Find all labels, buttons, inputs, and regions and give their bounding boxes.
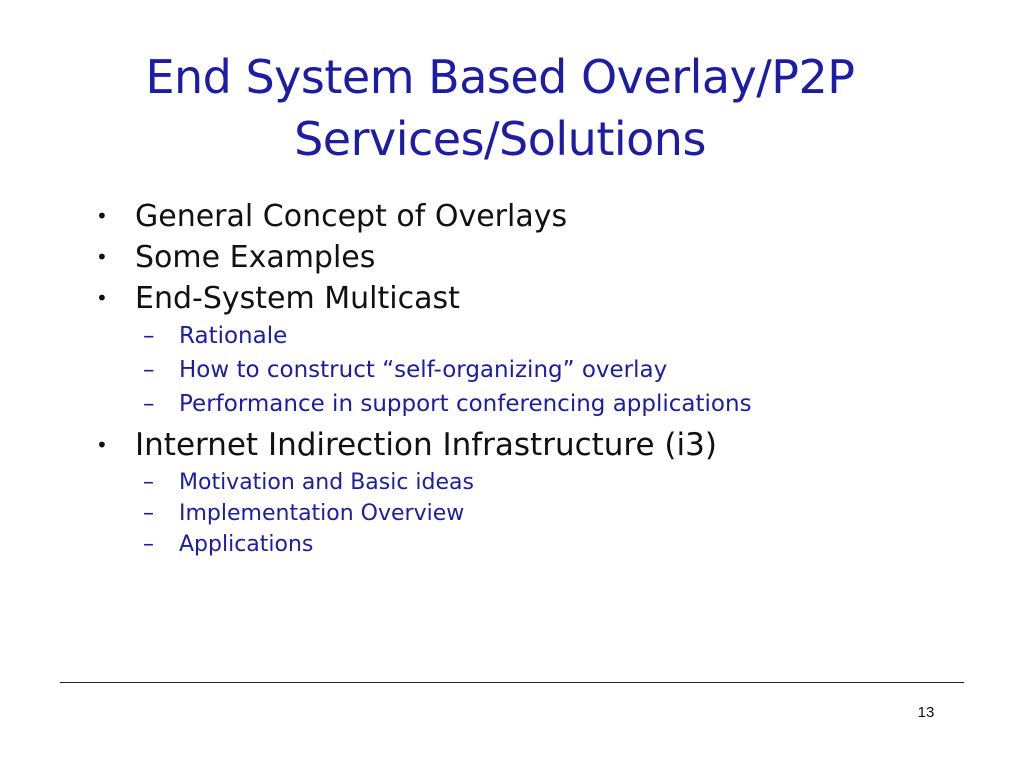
- sub-item-text: Implementation Overview: [179, 501, 465, 526]
- sub-list-i3: [143, 467, 996, 560]
- sub-item-construct-overlay: [143, 353, 996, 387]
- bullet-item-some-examples: [96, 237, 996, 278]
- dash-icon: –: [143, 391, 155, 417]
- bullet-text: Internet Indirection Infrastructure (i3): [135, 427, 717, 463]
- bullet-list: [96, 196, 996, 560]
- bullet-item-i3: [96, 423, 996, 467]
- sub-item-implementation: [143, 498, 996, 529]
- title-line-2: Services/Solutions: [294, 112, 706, 166]
- bullet-text: General Concept of Overlays: [135, 199, 568, 234]
- dash-icon: –: [143, 470, 154, 495]
- bullet-text: Some Examples: [135, 240, 376, 275]
- sub-item-motivation: [143, 467, 996, 498]
- page-number: 13: [917, 704, 935, 721]
- sub-item-text: Motivation and Basic ideas: [179, 470, 474, 495]
- footer-divider: [60, 682, 964, 683]
- bullet-item-end-system-multicast: [96, 278, 996, 319]
- dash-icon: –: [143, 323, 155, 349]
- bullet-icon: •: [96, 433, 108, 457]
- sub-item-text: Rationale: [179, 323, 288, 349]
- sub-item-text: How to construct “self-organizing” overlay: [179, 357, 668, 383]
- bullet-icon: •: [96, 245, 108, 269]
- dash-icon: –: [143, 501, 154, 526]
- slide-title: [0, 46, 1000, 170]
- sub-item-applications: [143, 529, 996, 560]
- sub-list-end-system-multicast: [143, 319, 996, 421]
- dash-icon: –: [143, 532, 154, 557]
- sub-item-text: Applications: [179, 532, 314, 557]
- dash-icon: –: [143, 357, 155, 383]
- sub-item-text: Performance in support conferencing applications: [179, 391, 752, 417]
- bullet-item-general-concept: [96, 196, 996, 237]
- title-line-1: End System Based Overlay/P2P: [145, 50, 855, 104]
- bullet-icon: •: [96, 286, 108, 310]
- sub-item-performance: [143, 387, 996, 421]
- bullet-icon: •: [96, 204, 108, 228]
- bullet-text: End-System Multicast: [135, 281, 460, 316]
- sub-item-rationale: [143, 319, 996, 353]
